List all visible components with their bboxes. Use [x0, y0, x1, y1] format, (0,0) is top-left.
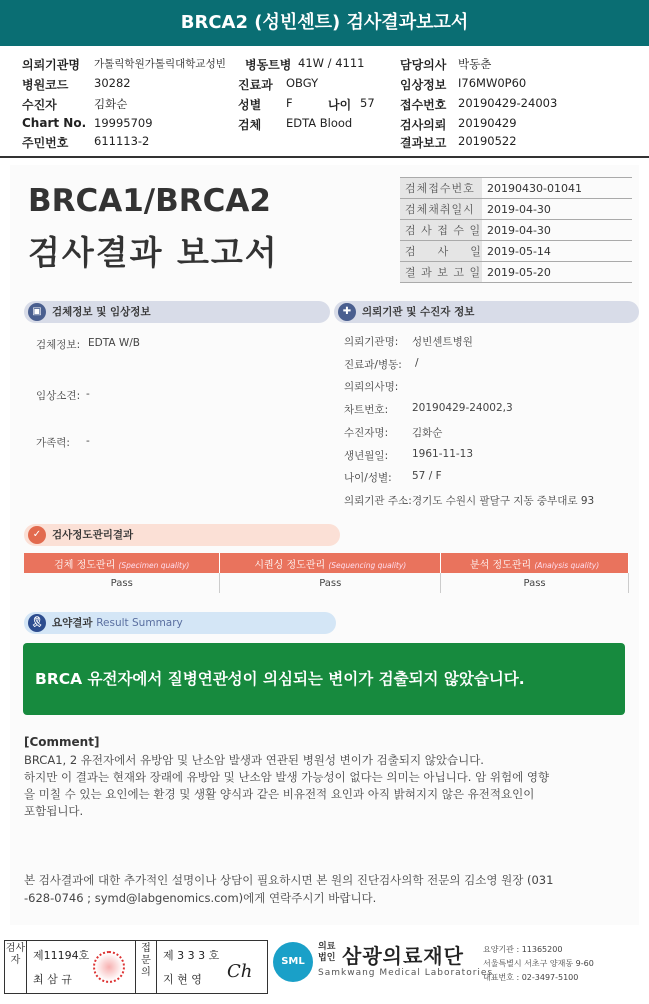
hospital-icon: ✚ — [338, 303, 356, 321]
requester-value: 김화순 — [412, 427, 443, 439]
requester-label: 진료과/병동: — [344, 359, 402, 371]
reviewer-license: 제 3 3 3 호 — [163, 949, 220, 962]
hospital-code-value: 30282 — [94, 76, 131, 90]
requester-value: 1961-11-13 — [412, 448, 474, 460]
sex-value: F — [286, 96, 293, 110]
section-specimen-title: 검체정보 및 임상정보 — [52, 306, 151, 318]
specimen-info-value: EDTA W/B — [88, 337, 140, 349]
ward-value: 41W / 4111 — [298, 56, 365, 70]
dept-label: 진료과 — [238, 78, 273, 92]
org-name: 삼광의료재단 — [342, 944, 464, 968]
meta-label: 검 사 접 수 일 — [400, 220, 482, 241]
sex-label: 성별 — [238, 98, 262, 112]
org-address: 서울특별시 서초구 양재동 9-60 — [483, 959, 594, 968]
contact-line: 본 검사결과에 대한 추가적인 설명이나 상담이 필요하시면 본 원의 진단검사의학 전문의 김소영 원장 (031 — [24, 873, 554, 887]
family-history-value: - — [86, 435, 90, 447]
inspector-label: 검사자 — [5, 941, 27, 993]
section-summary-title: 요약결과 — [52, 617, 93, 629]
qc-header-analysis — [441, 553, 629, 573]
qc-value-sequencing: Pass — [220, 573, 441, 593]
specimen-info-label: 검체정보: — [36, 339, 81, 351]
footer — [0, 936, 649, 1004]
report-header-title: BRCA2 (성빈센트) 검사결과보고서 — [0, 0, 649, 46]
report-meta-table — [400, 177, 632, 283]
comment-body — [24, 752, 624, 820]
dept-value: OBGY — [286, 76, 319, 90]
requester-label: 의뢰의사명: — [344, 381, 399, 393]
requester-label: 의뢰기관 주소: — [344, 495, 412, 507]
qc-header-ko: 분석 정도관리 — [470, 559, 532, 571]
rrn-label: 주민번호 — [22, 136, 69, 150]
report-title-line2: 검사결과 보고서 — [28, 233, 279, 272]
comment-line: 하지만 이 결과는 현재와 장래에 유방암 및 난소암 발생 가능성이 없다는 의미는 아닙니다. 암 위험에 영향 — [24, 770, 550, 784]
report-title-line1: BRCA1/BRCA2 — [28, 183, 271, 219]
patient-label: 수진자 — [22, 98, 57, 112]
meta-label: 검체접수번호 — [400, 178, 482, 199]
org-prefix-1: 의료 — [318, 942, 336, 952]
hospital-code-label: 병원코드 — [22, 78, 69, 92]
qc-header-en: (Specimen quality) — [118, 560, 190, 570]
specimen-value: EDTA Blood — [286, 116, 353, 130]
contact-note — [24, 871, 624, 907]
comment-line: 을 미칠 수 있는 요인에는 환경 및 생활 양식과 같은 비유전적 요인과 아직 밝혀지지 않은 유전적요인이 — [24, 787, 535, 801]
meta-row — [400, 178, 632, 199]
brca-report-page — [10, 165, 639, 925]
section-summary-header — [24, 612, 336, 634]
age-value: 57 — [360, 96, 375, 110]
contact-line: -628-0746 ; symd@labgenomics.com)에게 연락주시기 바랍니다. — [24, 891, 377, 905]
patient-value: 김화순 — [94, 97, 128, 111]
org-phone: 대표번호 : 02-3497-5100 — [483, 973, 579, 982]
clinical-info-label: 임상정보 — [400, 78, 447, 92]
qc-value-analysis: Pass — [441, 573, 629, 593]
rrn-value: 611113-2 — [94, 134, 150, 148]
section-qc-title: 검사정도관리결과 — [52, 529, 134, 541]
org-prefix-2: 법인 — [318, 953, 336, 963]
section-specimen-header — [24, 301, 330, 323]
qc-value-row — [24, 573, 629, 593]
meta-value: 20190430-01041 — [482, 178, 632, 199]
meta-row — [400, 220, 632, 241]
meta-row — [400, 199, 632, 220]
clinical-finding-value: - — [86, 388, 90, 400]
requester-label: 의뢰기관명: — [344, 336, 399, 348]
requester-value: 57 / F — [412, 470, 442, 482]
request-label: 검사의뢰 — [400, 118, 447, 132]
qc-header-ko: 검체 정도관리 — [54, 559, 116, 571]
ward-label: 병동트병 — [245, 58, 292, 72]
age-label: 나이 — [328, 98, 352, 112]
requester-label: 생년월일: — [344, 450, 389, 462]
institution-label: 의뢰기관명 — [22, 58, 80, 72]
signature-box — [4, 940, 268, 994]
order-info-block — [0, 46, 649, 158]
requester-value: / — [415, 357, 419, 369]
requester-label: 수진자명: — [344, 427, 389, 439]
comment-line: BRCA1, 2 유전자에서 유방암 및 난소암 발생과 연관된 병원성 변이가 검출되지 않았습니다. — [24, 753, 484, 767]
section-requester-title: 의뢰기관 및 수진자 정보 — [362, 306, 475, 318]
receipt-no-label: 접수번호 — [400, 98, 447, 112]
institution-value: 가톨릭학원가톨릭대학교성빈 — [94, 58, 226, 70]
receipt-no-value: 20190429-24003 — [458, 96, 558, 110]
section-summary-title-en: Result Summary — [96, 617, 183, 629]
requester-value: 20190429-24002,3 — [412, 402, 513, 414]
result-report-label: 결과보고 — [400, 136, 447, 150]
org-name-en: Samkwang Medical Laboratories — [318, 968, 494, 978]
clinical-finding-label: 임상소견: — [36, 390, 81, 402]
qc-header-specimen — [24, 553, 220, 573]
result-report-value: 20190522 — [458, 134, 517, 148]
reviewer-name: 지 현 영 — [163, 973, 202, 986]
meta-value: 2019-04-30 — [482, 199, 632, 220]
request-value: 20190429 — [458, 116, 517, 130]
inspector-license: 제11194호 — [33, 949, 90, 962]
section-requester-header — [334, 301, 639, 323]
requester-value: 성빈센트병원 — [412, 336, 473, 348]
clinical-info-value: I76MW0P60 — [458, 76, 527, 90]
ribbon-icon: 🎗 — [28, 614, 46, 632]
qc-header-row — [24, 553, 629, 573]
meta-value: 2019-05-20 — [482, 262, 632, 283]
meta-row — [400, 241, 632, 262]
seal-stamp-icon — [93, 951, 125, 983]
meta-value: 2019-04-30 — [482, 220, 632, 241]
requester-value: 경기도 수원시 팔달구 지동 중부대로 93 — [412, 495, 595, 507]
chart-value: 19995709 — [94, 116, 153, 130]
meta-label: 검 사 일 — [400, 241, 482, 262]
specimen-label: 검체 — [238, 118, 262, 132]
inspector-name: 최 삼 규 — [33, 973, 72, 986]
clipboard-icon: ▣ — [28, 303, 46, 321]
qc-header-sequencing — [220, 553, 441, 573]
chart-label: Chart No. — [22, 116, 87, 130]
org-code: 요양기관 : 11365200 — [483, 945, 563, 954]
checklist-icon: ✓ — [28, 526, 46, 544]
qc-header-en: (Sequencing quality) — [328, 560, 407, 570]
meta-row — [400, 262, 632, 283]
qc-value-specimen: Pass — [24, 573, 220, 593]
requester-label: 나이/성별: — [344, 472, 392, 484]
comment-line: 포함됩니다. — [24, 804, 84, 818]
requester-label: 차트번호: — [344, 404, 389, 416]
reviewer-signature: Ch — [227, 961, 253, 982]
meta-value: 2019-05-14 — [482, 241, 632, 262]
doctor-value: 박동춘 — [458, 57, 492, 71]
sml-logo-icon: SML — [273, 942, 313, 982]
qc-header-en: (Analysis quality) — [534, 560, 600, 570]
qc-header-ko: 시퀀싱 정도관리 — [254, 559, 326, 571]
doctor-label: 담당의사 — [400, 58, 447, 72]
meta-label: 검체채취일시 — [400, 199, 482, 220]
meta-label: 결 과 보 고 일 — [400, 262, 482, 283]
result-summary-box: BRCA 유전자에서 질병연관성이 의심되는 변이가 검출되지 않았습니다. — [23, 643, 625, 715]
reviewer-label: 접 문 의 — [135, 941, 157, 993]
comment-heading: [Comment] — [24, 735, 100, 749]
qc-table — [24, 553, 629, 593]
family-history-label: 가족력: — [36, 437, 70, 449]
section-qc-header — [24, 524, 340, 546]
